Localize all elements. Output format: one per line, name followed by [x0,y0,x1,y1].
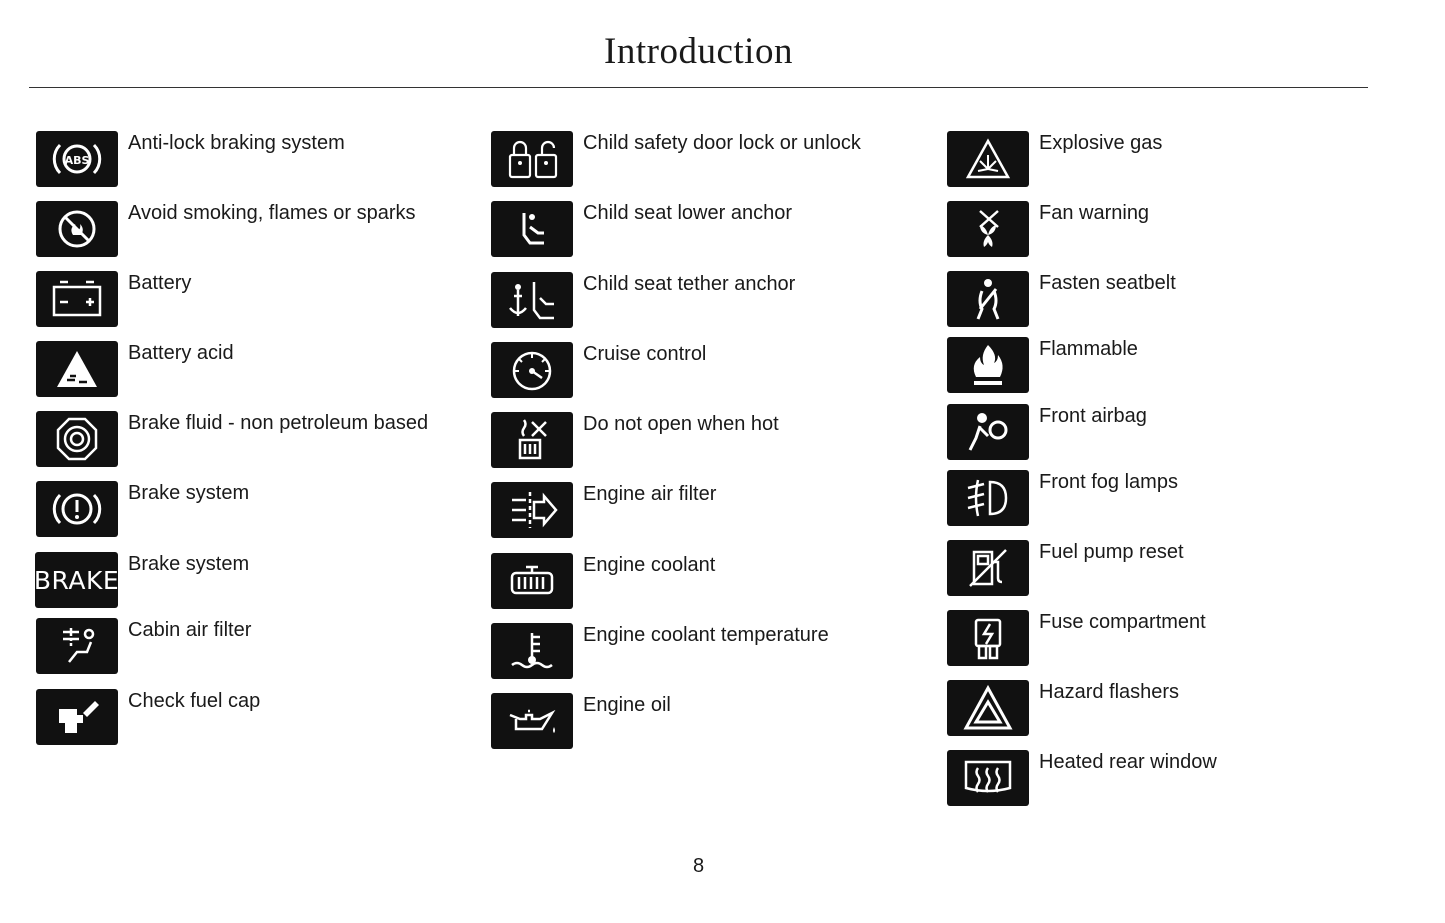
item-label: Engine air filter [583,483,717,505]
item-label: Brake system [128,553,250,575]
fan-warning-icon [947,201,1029,257]
item-label: Child safety door lock or unlock [583,132,861,154]
brake-fluid-icon [36,411,118,467]
item-label: Heated rear window [1039,751,1217,773]
page-title: Introduction [604,31,793,72]
item-label: Fasten seatbelt [1039,272,1176,294]
brake-icon-text: BRAKE [33,565,120,595]
list-item [491,482,941,538]
list-item [491,201,941,257]
seatbelt-icon [947,271,1029,327]
item-label: Battery acid [128,342,234,364]
list-item [947,404,1397,460]
svg-text:ABS: ABS [64,154,90,167]
item-label: Child seat lower anchor [583,202,792,224]
list-item [947,201,1397,257]
item-label: Front airbag [1039,405,1147,427]
list-item [36,131,486,187]
item-label: Fuel pump reset [1039,541,1184,563]
item-label: Battery [128,272,192,294]
item-label: Child seat tether anchor [583,273,796,295]
list-item [491,693,941,749]
list-item [491,272,941,328]
engine-oil-icon [491,693,573,749]
list-item [947,470,1397,526]
list-item [947,131,1397,187]
heated-rear-window-icon [947,750,1029,806]
list-item [36,341,486,397]
brake-system-icon [36,481,118,537]
item-label: Fuse compartment [1039,611,1206,633]
engine-air-filter-icon [491,482,573,538]
child-lock-icon [491,131,573,187]
item-label: Check fuel cap [128,690,261,712]
item-label: Engine oil [583,694,671,716]
airbag-icon [947,404,1029,460]
item-label: Flammable [1039,338,1138,360]
title-divider [29,87,1368,88]
page-number: 8 [692,855,705,877]
fuse-icon [947,610,1029,666]
coolant-temperature-icon [491,623,573,679]
item-label: Cabin air filter [128,619,252,641]
list-item [947,271,1397,327]
do-not-open-hot-icon [491,412,573,468]
brake-text-icon [35,552,118,608]
item-label: Brake system [128,482,250,504]
item-label: Do not open when hot [583,413,779,435]
item-label: Anti-lock braking system [128,132,345,154]
item-label: Explosive gas [1039,132,1163,154]
no-smoking-icon [36,201,118,257]
cabin-air-filter-icon [36,618,118,674]
item-label: Avoid smoking, flames or sparks [128,202,416,224]
list-item [36,689,486,745]
fuel-pump-reset-icon [947,540,1029,596]
list-item [491,623,941,679]
fog-lamps-icon [947,470,1029,526]
list-item [36,618,486,674]
item-label: Engine coolant temperature [583,624,829,646]
battery-acid-icon [36,341,118,397]
item-label: Engine coolant [583,554,716,576]
abs-icon [36,131,118,187]
list-item [36,411,486,467]
fuel-cap-icon [36,689,118,745]
hazard-icon [947,680,1029,736]
item-label: Front fog lamps [1039,471,1178,493]
list-item [36,271,486,327]
child-seat-tether-anchor-icon [491,272,573,328]
list-item [36,201,486,257]
list-item [491,131,941,187]
list-item [491,553,941,609]
list-item [947,680,1397,736]
list-item [36,481,486,537]
item-label: Fan warning [1039,202,1150,224]
cruise-control-icon [491,342,573,398]
item-label: Brake fluid - non petroleum based [128,412,429,434]
list-item [33,552,486,608]
list-item [947,610,1397,666]
item-label: Cruise control [583,343,707,365]
engine-coolant-icon [491,553,573,609]
list-item [491,342,941,398]
flammable-icon [947,337,1029,393]
list-item [947,750,1397,806]
list-item [947,337,1397,393]
battery-icon [36,271,118,327]
list-item [947,540,1397,596]
list-item [491,412,941,468]
child-seat-lower-anchor-icon [491,201,573,257]
explosive-gas-icon [947,131,1029,187]
item-label: Hazard flashers [1039,681,1180,703]
